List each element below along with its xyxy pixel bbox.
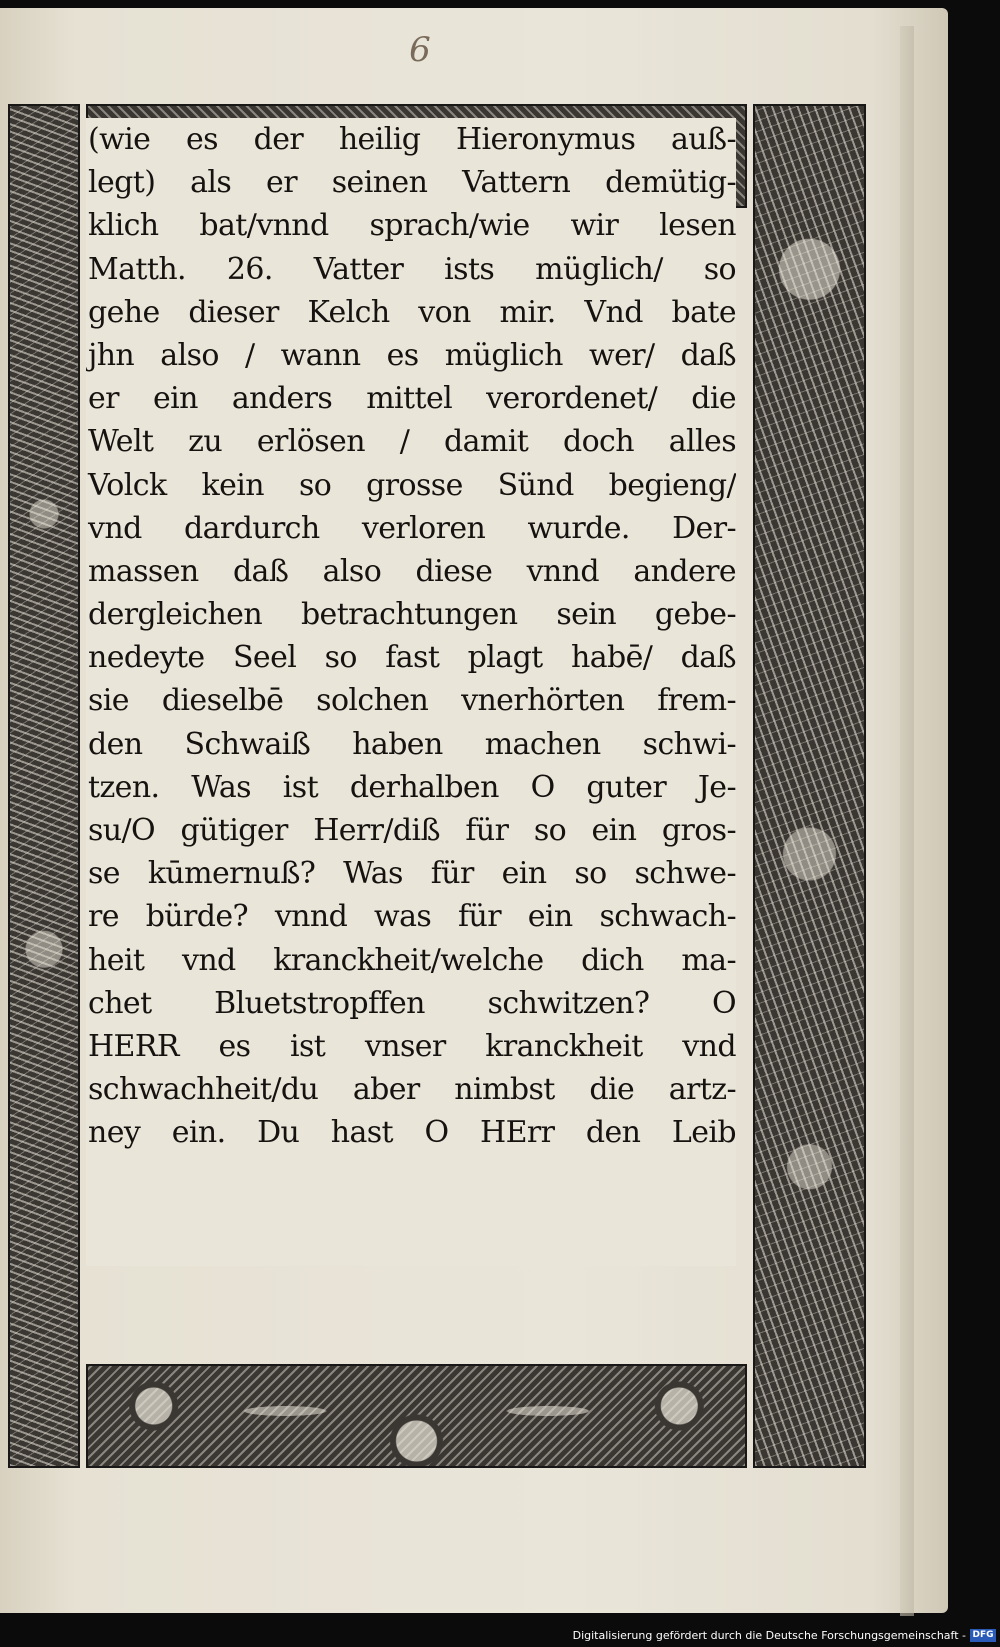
text-line: klich bat/vnnd sprach/wie wir lesen	[88, 208, 736, 244]
ornamental-border-bottom	[86, 1364, 747, 1468]
text-line: chet Bluetstropffen schwitzen? O	[88, 985, 736, 1021]
text-line: Volck kein so grosse Sünd begieng/	[88, 467, 736, 503]
text-line: se kūmernuß? Was für ein so schwe-	[88, 856, 736, 892]
text-line: dergleichen betrachtungen sein gebe-	[88, 597, 736, 633]
text-line: (wie es der heilig Hieronymus auß-	[88, 122, 736, 157]
text-line: legt) als er seinen Vattern demütig-	[88, 165, 736, 201]
text-line: er ein anders mittel verordenet/ die	[88, 381, 736, 417]
dfg-logo-icon: DFG	[970, 1629, 996, 1642]
ornamental-border-left	[8, 104, 80, 1468]
text-line: massen daß also diese vnnd andere	[88, 553, 736, 589]
text-line: Matth. 26. Vatter ists müglich/ so	[88, 251, 736, 287]
text-line: Welt zu erlösen / damit doch alles	[88, 424, 736, 460]
body-text	[86, 118, 736, 1266]
ornamental-border-right	[753, 104, 866, 1468]
text-line: gehe dieser Kelch von mir. Vnd bate	[88, 294, 736, 330]
text-line: HERR es ist vnser kranckheit vnd	[88, 1028, 736, 1064]
text-line: heit vnd kranckheit/welche dich ma-	[88, 942, 736, 978]
text-line: re bürde? vnnd was für ein schwach-	[88, 899, 736, 935]
text-line: vnd dardurch verloren wurde. Der-	[88, 510, 736, 546]
book-page	[0, 8, 948, 1613]
footer-bar	[572, 1623, 1000, 1647]
funding-notice: Digitalisierung gefördert durch die Deutsche Forschungsgemeinschaft -	[572, 1629, 966, 1642]
text-line: schwachheit/du aber nimbst die artz-	[88, 1072, 736, 1108]
text-line: tzen. Was ist derhalben O guter Je-	[88, 769, 736, 805]
text-line: sie dieselbē solchen vnerhörten frem-	[88, 683, 736, 719]
text-line: ney ein. Du hast O HErr den Leib	[88, 1115, 736, 1151]
text-line: su/O gütiger Herr/diß für so ein gros-	[88, 813, 736, 848]
text-line: jhn also / wann es müglich wer/ daß	[88, 337, 736, 373]
text-line: den Schwaiß haben machen schwi-	[88, 726, 736, 762]
text-line: nedeyte Seel so fast plagt habē/ daß	[88, 640, 736, 676]
page-number: 6	[409, 30, 431, 70]
page-edge	[900, 26, 914, 1616]
